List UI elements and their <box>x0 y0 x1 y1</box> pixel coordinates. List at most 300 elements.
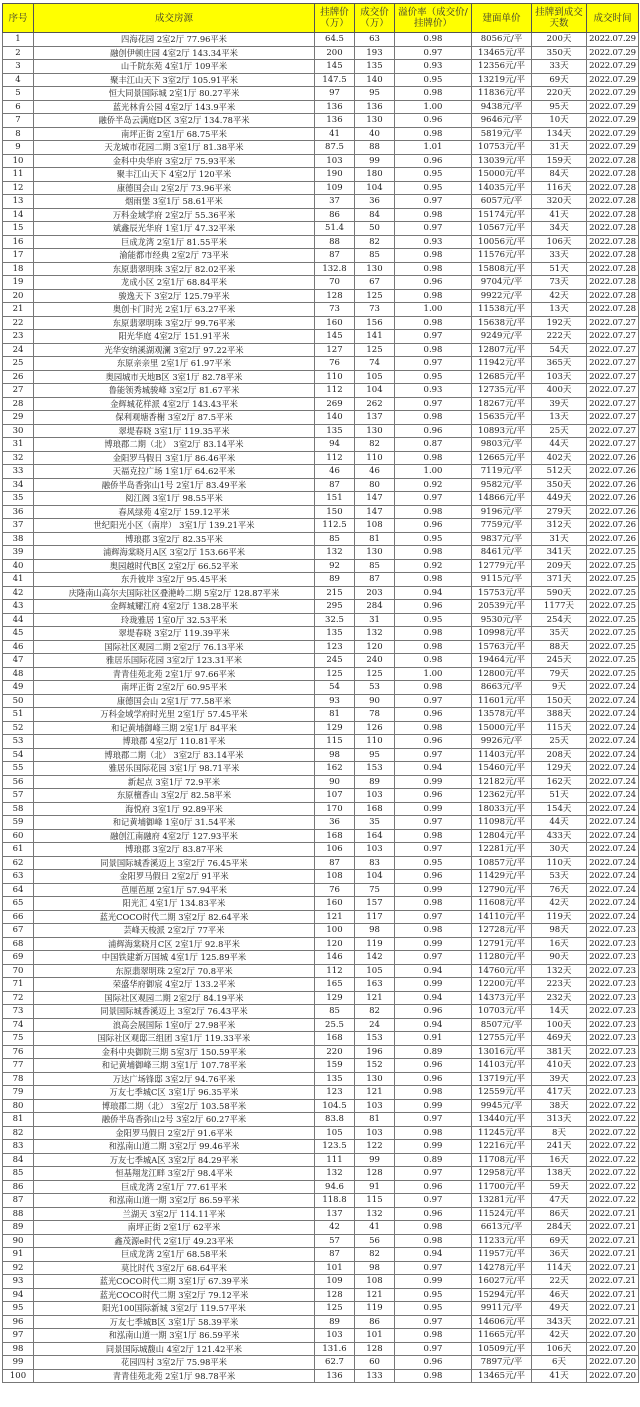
cell-index: 9 <box>3 141 34 155</box>
cell-date: 2022.07.23 <box>587 937 639 951</box>
cell-property: 东原檀香山 3室2厅 82.58平米 <box>34 789 315 803</box>
table-row <box>3 1180 639 1194</box>
cell-date: 2022.07.20 <box>587 1369 639 1383</box>
cell-listing-price: 123 <box>315 1086 355 1100</box>
cell-index: 57 <box>3 789 34 803</box>
cell-listing-price: 160 <box>315 316 355 330</box>
cell-property: 博琅郡二期（北） 3室2厅 103.58平米 <box>34 1099 315 1113</box>
cell-property: 阅江阁 3室1厅 98.55平米 <box>34 492 315 506</box>
cell-index: 18 <box>3 262 34 276</box>
cell-property: 博琅郡二期（北） 3室2厅 83.14平米 <box>34 438 315 452</box>
cell-premium-rate: 0.96 <box>395 154 472 168</box>
cell-index: 29 <box>3 411 34 425</box>
cell-property: 蓝光林肯公园 4室2厅 143.9平米 <box>34 100 315 114</box>
cell-index: 72 <box>3 991 34 1005</box>
cell-property: 阳光华庭 4室2厅 151.91平米 <box>34 330 315 344</box>
cell-unit-price: 11233元/平 <box>472 1234 532 1248</box>
cell-premium-rate: 0.96 <box>395 1005 472 1019</box>
cell-deal-price: 141 <box>355 330 395 344</box>
cell-days: 365天 <box>532 357 587 371</box>
cell-deal-price: 126 <box>355 721 395 735</box>
cell-property: 庆隆南山高尔夫国际社区叠滟岭二期 5室2厅 128.87平米 <box>34 586 315 600</box>
cell-listing-price: 81 <box>315 708 355 722</box>
cell-days: 254天 <box>532 613 587 627</box>
cell-property: 和记黄埔御峰三期 2室1厅 84平米 <box>34 721 315 735</box>
cell-property: 万达广场锋邸 3室2厅 94.76平米 <box>34 1072 315 1086</box>
cell-listing-price: 110 <box>315 370 355 384</box>
cell-listing-price: 87 <box>315 249 355 263</box>
cell-premium-rate: 0.98 <box>395 249 472 263</box>
cell-index: 58 <box>3 802 34 816</box>
cell-days: 400天 <box>532 384 587 398</box>
cell-premium-rate: 0.91 <box>395 1032 472 1046</box>
cell-unit-price: 9646元/平 <box>472 114 532 128</box>
table-row <box>3 289 639 303</box>
cell-date: 2022.07.20 <box>587 1342 639 1356</box>
table-row <box>3 870 639 884</box>
cell-unit-price: 15808元/平 <box>472 262 532 276</box>
cell-premium-rate: 0.89 <box>395 1153 472 1167</box>
cell-listing-price: 135 <box>315 1072 355 1086</box>
cell-date: 2022.07.28 <box>587 208 639 222</box>
cell-index: 43 <box>3 600 34 614</box>
cell-unit-price: 12665元/平 <box>472 451 532 465</box>
cell-index: 8 <box>3 127 34 141</box>
cell-property: 青青佳苑北苑 2室1厅 97.66平米 <box>34 667 315 681</box>
cell-index: 2 <box>3 46 34 60</box>
table-row <box>3 1167 639 1181</box>
cell-days: 39天 <box>532 1072 587 1086</box>
cell-premium-rate: 0.98 <box>395 411 472 425</box>
cell-days: 388天 <box>532 708 587 722</box>
cell-property: 青青佳苑北苑 2室1厅 98.78平米 <box>34 1369 315 1383</box>
cell-date: 2022.07.22 <box>587 1167 639 1181</box>
cell-index: 65 <box>3 897 34 911</box>
cell-premium-rate: 0.98 <box>395 829 472 843</box>
cell-premium-rate: 0.96 <box>395 424 472 438</box>
cell-unit-price: 10509元/平 <box>472 1342 532 1356</box>
cell-days: 106天 <box>532 1342 587 1356</box>
table-row <box>3 424 639 438</box>
cell-unit-price: 8663元/平 <box>472 681 532 695</box>
cell-days: 341天 <box>532 546 587 560</box>
table-row <box>3 397 639 411</box>
cell-days: 51天 <box>532 262 587 276</box>
cell-deal-price: 130 <box>355 546 395 560</box>
cell-days: 115天 <box>532 721 587 735</box>
cell-property: 金阳罗马假日 2室2厅 91.6平米 <box>34 1126 315 1140</box>
cell-premium-rate: 0.98 <box>395 33 472 47</box>
cell-unit-price: 9530元/平 <box>472 613 532 627</box>
cell-deal-price: 36 <box>355 195 395 209</box>
cell-property: 兰湖天 3室2厅 114.11平米 <box>34 1207 315 1221</box>
cell-index: 42 <box>3 586 34 600</box>
cell-premium-rate: 0.97 <box>395 492 472 506</box>
cell-deal-price: 82 <box>355 1005 395 1019</box>
cell-deal-price: 117 <box>355 910 395 924</box>
cell-unit-price: 15460元/平 <box>472 762 532 776</box>
cell-deal-price: 46 <box>355 465 395 479</box>
cell-unit-price: 11576元/平 <box>472 249 532 263</box>
cell-deal-price: 53 <box>355 681 395 695</box>
cell-property: 天福克拉广场 1室1厅 64.62平米 <box>34 465 315 479</box>
cell-days: 51天 <box>532 789 587 803</box>
cell-unit-price: 7759元/平 <box>472 519 532 533</box>
cell-property: 巨成龙湾 2室1厅 68.58平米 <box>34 1248 315 1262</box>
cell-date: 2022.07.25 <box>587 613 639 627</box>
cell-unit-price: 12791元/平 <box>472 937 532 951</box>
cell-premium-rate: 0.99 <box>395 802 472 816</box>
cell-listing-price: 85 <box>315 1005 355 1019</box>
cell-index: 19 <box>3 276 34 290</box>
cell-deal-price: 168 <box>355 802 395 816</box>
cell-unit-price: 12200元/平 <box>472 978 532 992</box>
cell-days: 192天 <box>532 316 587 330</box>
cell-deal-price: 103 <box>355 843 395 857</box>
table-row <box>3 613 639 627</box>
cell-premium-rate: 0.98 <box>395 262 472 276</box>
cell-deal-price: 130 <box>355 1072 395 1086</box>
cell-property: 康德国会山 2室1厅 77.58平米 <box>34 694 315 708</box>
cell-premium-rate: 0.92 <box>395 559 472 573</box>
cell-premium-rate: 0.95 <box>395 73 472 87</box>
cell-premium-rate: 0.99 <box>395 1140 472 1154</box>
cell-days: 241天 <box>532 1140 587 1154</box>
cell-date: 2022.07.27 <box>587 397 639 411</box>
cell-date: 2022.07.26 <box>587 465 639 479</box>
transactions-table <box>2 3 639 1383</box>
cell-days: 449天 <box>532 492 587 506</box>
cell-deal-price: 90 <box>355 694 395 708</box>
cell-date: 2022.07.24 <box>587 721 639 735</box>
cell-index: 67 <box>3 924 34 938</box>
cell-premium-rate: 1.01 <box>395 141 472 155</box>
cell-deal-price: 35 <box>355 816 395 830</box>
cell-listing-price: 123 <box>315 640 355 654</box>
cell-listing-price: 76 <box>315 357 355 371</box>
cell-index: 22 <box>3 316 34 330</box>
cell-deal-price: 89 <box>355 775 395 789</box>
cell-premium-rate: 1.00 <box>395 303 472 317</box>
table-row <box>3 1356 639 1370</box>
cell-deal-price: 75 <box>355 883 395 897</box>
cell-listing-price: 101 <box>315 1261 355 1275</box>
cell-unit-price: 14866元/平 <box>472 492 532 506</box>
cell-listing-price: 88 <box>315 235 355 249</box>
cell-property: 同景国际城馥山 4室2厅 121.42平米 <box>34 1342 315 1356</box>
cell-date: 2022.07.25 <box>587 627 639 641</box>
cell-index: 76 <box>3 1045 34 1059</box>
cell-date: 2022.07.27 <box>587 357 639 371</box>
cell-property: 海悦府 3室1厅 92.89平米 <box>34 802 315 816</box>
cell-date: 2022.07.20 <box>587 1329 639 1343</box>
cell-property: 国际社区观邸三组团 3室1厅 119.33平米 <box>34 1032 315 1046</box>
table-row <box>3 1005 639 1019</box>
cell-deal-price: 82 <box>355 235 395 249</box>
cell-listing-price: 121 <box>315 910 355 924</box>
table-row <box>3 1194 639 1208</box>
cell-days: 38天 <box>532 1099 587 1113</box>
table-row <box>3 816 639 830</box>
cell-days: 590天 <box>532 586 587 600</box>
cell-listing-price: 135 <box>315 424 355 438</box>
cell-deal-price: 147 <box>355 492 395 506</box>
cell-date: 2022.07.22 <box>587 1140 639 1154</box>
cell-index: 37 <box>3 519 34 533</box>
cell-unit-price: 7897元/平 <box>472 1356 532 1370</box>
cell-days: 9天 <box>532 681 587 695</box>
table-row <box>3 1045 639 1059</box>
cell-listing-price: 112.5 <box>315 519 355 533</box>
cell-index: 60 <box>3 829 34 843</box>
cell-date: 2022.07.23 <box>587 1005 639 1019</box>
cell-deal-price: 121 <box>355 991 395 1005</box>
cell-premium-rate: 0.98 <box>395 1234 472 1248</box>
cell-days: 46天 <box>532 1288 587 1302</box>
cell-index: 7 <box>3 114 34 128</box>
cell-unit-price: 19464元/平 <box>472 654 532 668</box>
cell-days: 208天 <box>532 748 587 762</box>
cell-premium-rate: 0.96 <box>395 1059 472 1073</box>
table-row <box>3 1302 639 1316</box>
table-row <box>3 505 639 519</box>
cell-date: 2022.07.26 <box>587 451 639 465</box>
cell-deal-price: 98 <box>355 924 395 938</box>
cell-deal-price: 157 <box>355 897 395 911</box>
cell-days: 25天 <box>532 735 587 749</box>
cell-index: 38 <box>3 532 34 546</box>
table-row <box>3 235 639 249</box>
cell-date: 2022.07.25 <box>587 573 639 587</box>
cell-days: 284天 <box>532 1221 587 1235</box>
cell-index: 85 <box>3 1167 34 1181</box>
cell-index: 16 <box>3 235 34 249</box>
cell-unit-price: 9704元/平 <box>472 276 532 290</box>
cell-unit-price: 11403元/平 <box>472 748 532 762</box>
cell-unit-price: 9926元/平 <box>472 735 532 749</box>
table-row <box>3 100 639 114</box>
cell-property: 万友七季城C区 3室1厅 96.35平米 <box>34 1086 315 1100</box>
table-row <box>3 667 639 681</box>
cell-listing-price: 41 <box>315 127 355 141</box>
cell-property: 博琅郡二期（北） 3室2厅 83.14平米 <box>34 748 315 762</box>
cell-property: 巨成龙湾 2室1厅 77.61平米 <box>34 1180 315 1194</box>
cell-date: 2022.07.24 <box>587 910 639 924</box>
cell-listing-price: 103 <box>315 1329 355 1343</box>
cell-date: 2022.07.23 <box>587 1059 639 1073</box>
cell-days: 90天 <box>532 951 587 965</box>
cell-days: 119天 <box>532 910 587 924</box>
cell-index: 3 <box>3 60 34 74</box>
cell-premium-rate: 0.98 <box>395 546 472 560</box>
cell-unit-price: 8461元/平 <box>472 546 532 560</box>
table-row <box>3 721 639 735</box>
cell-listing-price: 37 <box>315 195 355 209</box>
cell-listing-price: 46 <box>315 465 355 479</box>
table-row <box>3 681 639 695</box>
cell-listing-price: 132.8 <box>315 262 355 276</box>
cell-deal-price: 163 <box>355 978 395 992</box>
cell-days: 110天 <box>532 856 587 870</box>
cell-property: 世纪阳光小区（南岸） 3室1厅 139.21平米 <box>34 519 315 533</box>
cell-deal-price: 108 <box>355 519 395 533</box>
cell-date: 2022.07.25 <box>587 667 639 681</box>
cell-property: 保利观塘香榭 3室2厅 87.5平米 <box>34 411 315 425</box>
cell-listing-price: 107 <box>315 789 355 803</box>
cell-property: 融创伊顿庄园 4室2厅 143.34平米 <box>34 46 315 60</box>
cell-date: 2022.07.29 <box>587 87 639 101</box>
cell-deal-price: 95 <box>355 748 395 762</box>
cell-unit-price: 8507元/平 <box>472 1018 532 1032</box>
table-row <box>3 708 639 722</box>
cell-property: 中国铁建新万国城 4室1厅 125.89平米 <box>34 951 315 965</box>
cell-index: 91 <box>3 1248 34 1262</box>
cell-days: 223天 <box>532 978 587 992</box>
cell-index: 84 <box>3 1153 34 1167</box>
cell-property: 骏逸天下 3室2厅 125.79平米 <box>34 289 315 303</box>
cell-days: 36天 <box>532 1248 587 1262</box>
cell-premium-rate: 0.98 <box>395 289 472 303</box>
cell-property: 金辉城花样派 4室2厅 143.43平米 <box>34 397 315 411</box>
cell-property: 国际社区观园二期 2室2厅 76.13平米 <box>34 640 315 654</box>
cell-unit-price: 12779元/平 <box>472 559 532 573</box>
table-row <box>3 60 639 74</box>
cell-days: 42天 <box>532 289 587 303</box>
table-row <box>3 964 639 978</box>
cell-listing-price: 129 <box>315 721 355 735</box>
cell-premium-rate: 0.87 <box>395 438 472 452</box>
cell-listing-price: 168 <box>315 829 355 843</box>
cell-premium-rate: 0.98 <box>395 573 472 587</box>
cell-property: 东原亲亲里 2室1厅 61.97平米 <box>34 357 315 371</box>
cell-property: 恒基翔龙江畔 3室2厅 98.4平米 <box>34 1167 315 1181</box>
cell-listing-price: 70 <box>315 276 355 290</box>
cell-date: 2022.07.24 <box>587 775 639 789</box>
cell-days: 312天 <box>532 519 587 533</box>
table-row <box>3 451 639 465</box>
cell-index: 96 <box>3 1315 34 1329</box>
table-row <box>3 316 639 330</box>
table-row <box>3 775 639 789</box>
table-row <box>3 600 639 614</box>
cell-premium-rate: 0.93 <box>395 384 472 398</box>
cell-deal-price: 82 <box>355 438 395 452</box>
cell-date: 2022.07.27 <box>587 424 639 438</box>
cell-date: 2022.07.28 <box>587 235 639 249</box>
cell-premium-rate: 0.98 <box>395 343 472 357</box>
cell-listing-price: 128 <box>315 289 355 303</box>
cell-listing-price: 105 <box>315 1126 355 1140</box>
cell-listing-price: 86 <box>315 208 355 222</box>
cell-date: 2022.07.22 <box>587 1099 639 1113</box>
cell-days: 33天 <box>532 60 587 74</box>
table-row <box>3 519 639 533</box>
cell-date: 2022.07.24 <box>587 829 639 843</box>
cell-index: 70 <box>3 964 34 978</box>
cell-premium-rate: 0.96 <box>395 600 472 614</box>
cell-unit-price: 10056元/平 <box>472 235 532 249</box>
cell-listing-price: 25.5 <box>315 1018 355 1032</box>
cell-property: 芸峰天梭派 2室2厅 77平米 <box>34 924 315 938</box>
cell-listing-price: 109 <box>315 1275 355 1289</box>
cell-premium-rate: 0.96 <box>395 1207 472 1221</box>
cell-deal-price: 82 <box>355 1248 395 1262</box>
cell-property: 阳光汇 4室1厅 134.83平米 <box>34 897 315 911</box>
cell-unit-price: 12728元/平 <box>472 924 532 938</box>
table-row <box>3 1153 639 1167</box>
cell-unit-price: 13440元/平 <box>472 1113 532 1127</box>
cell-unit-price: 14606元/平 <box>472 1315 532 1329</box>
cell-property: 翠堤春晓 3室2厅 119.39平米 <box>34 627 315 641</box>
cell-deal-price: 105 <box>355 370 395 384</box>
cell-index: 59 <box>3 816 34 830</box>
cell-index: 44 <box>3 613 34 627</box>
cell-date: 2022.07.28 <box>587 303 639 317</box>
cell-premium-rate: 0.94 <box>395 1018 472 1032</box>
cell-deal-price: 105 <box>355 964 395 978</box>
cell-deal-price: 104 <box>355 181 395 195</box>
cell-days: 79天 <box>532 667 587 681</box>
cell-index: 11 <box>3 168 34 182</box>
cell-listing-price: 94 <box>315 438 355 452</box>
cell-unit-price: 9945元/平 <box>472 1099 532 1113</box>
cell-deal-price: 130 <box>355 424 395 438</box>
cell-date: 2022.07.23 <box>587 1086 639 1100</box>
cell-days: 95天 <box>532 100 587 114</box>
cell-days: 343天 <box>532 1315 587 1329</box>
cell-property: 东原翡翠明珠 3室2厅 82.02平米 <box>34 262 315 276</box>
cell-listing-price: 136 <box>315 1369 355 1383</box>
cell-date: 2022.07.27 <box>587 330 639 344</box>
cell-unit-price: 9115元/平 <box>472 573 532 587</box>
cell-deal-price: 74 <box>355 357 395 371</box>
header-deal-price: 成交价（万） <box>355 4 395 33</box>
cell-premium-rate: 0.95 <box>395 168 472 182</box>
cell-unit-price: 10998元/平 <box>472 627 532 641</box>
cell-index: 97 <box>3 1329 34 1343</box>
cell-unit-price: 9803元/平 <box>472 438 532 452</box>
cell-date: 2022.07.21 <box>587 1248 639 1262</box>
cell-index: 6 <box>3 100 34 114</box>
cell-date: 2022.07.28 <box>587 181 639 195</box>
cell-listing-price: 125 <box>315 667 355 681</box>
table-row <box>3 937 639 951</box>
cell-listing-price: 118.8 <box>315 1194 355 1208</box>
cell-date: 2022.07.21 <box>587 1275 639 1289</box>
cell-deal-price: 156 <box>355 316 395 330</box>
cell-deal-price: 110 <box>355 735 395 749</box>
cell-unit-price: 9582元/平 <box>472 478 532 492</box>
cell-date: 2022.07.24 <box>587 816 639 830</box>
cell-property: 山千院东苑 4室1厅 109平米 <box>34 60 315 74</box>
cell-days: 162天 <box>532 775 587 789</box>
cell-index: 48 <box>3 667 34 681</box>
cell-index: 45 <box>3 627 34 641</box>
cell-unit-price: 12790元/平 <box>472 883 532 897</box>
cell-index: 61 <box>3 843 34 857</box>
cell-unit-price: 14103元/平 <box>472 1059 532 1073</box>
cell-date: 2022.07.26 <box>587 505 639 519</box>
cell-premium-rate: 0.96 <box>395 1072 472 1086</box>
cell-days: 220天 <box>532 87 587 101</box>
cell-unit-price: 12281元/平 <box>472 843 532 857</box>
cell-listing-price: 92 <box>315 559 355 573</box>
cell-unit-price: 14278元/平 <box>472 1261 532 1275</box>
cell-premium-rate: 0.95 <box>395 856 472 870</box>
cell-property: 和记黄埔御峰三期 3室1厅 107.78平米 <box>34 1059 315 1073</box>
cell-property: 博琅郡 4室2厅 110.81平米 <box>34 735 315 749</box>
cell-date: 2022.07.22 <box>587 1194 639 1208</box>
